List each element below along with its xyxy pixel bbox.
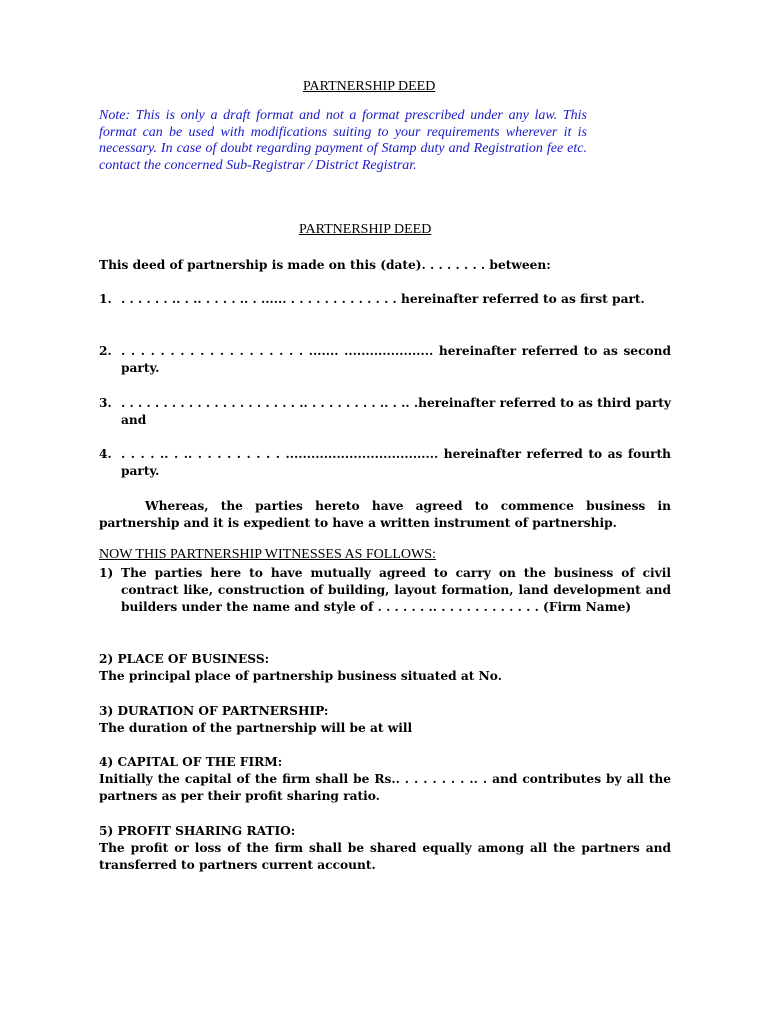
clause-3-text: The duration of the partnership will be at will — [99, 721, 413, 735]
party-number: 2. — [99, 344, 112, 358]
party-3 — [99, 395, 671, 429]
clause-5-heading: 5) PROFIT SHARING RATIO: — [99, 824, 296, 838]
whereas-paragraph: Whereas, the parties hereto have agreed to commence business in partnership and it is expedient to have a written instrument of partnership. — [99, 499, 671, 530]
clause-2-text: The principal place of partnership business situated at No. — [99, 669, 502, 683]
party-4 — [99, 446, 671, 480]
document-title-top: PARTNERSHIP DEED — [303, 79, 436, 94]
party-text: . . . . .. . .. . . . . . . . . . .................................... hereinafter referred to as fourth party. — [121, 447, 671, 478]
party-1 — [99, 291, 671, 308]
witnesses-heading: NOW THIS PARTNERSHIP WITNESSES AS FOLLOWS: — [99, 547, 436, 562]
draft-note: Note: This is only a draft format and not a format prescribed under any law. This format can be used with modifications suiting to your requirements wherever it is necessary. In case of doubt regarding payment of Stamp duty and Registration fee etc. contact the concerned Sub-Registrar / District Registrar. — [99, 108, 587, 174]
clause-number: 1) — [99, 566, 114, 580]
document-title-main: PARTNERSHIP DEED — [299, 222, 432, 237]
party-text: . . . . . . .. . .. . . . . .. . ...... . . . . . . . . . . . . . hereinafter referred to as first part. — [121, 292, 645, 306]
clause-1 — [99, 565, 671, 616]
clause-4-heading: 4) CAPITAL OF THE FIRM: — [99, 755, 283, 769]
clause-2-heading: 2) PLACE OF BUSINESS: — [99, 652, 270, 666]
party-number: 1. — [99, 292, 112, 306]
clause-4-text: Initially the capital of the firm shall be Rs.. . . . . . . . .. . and contributes by all the partners as per their profit sharing ratio. — [99, 772, 671, 803]
party-text: . . . . . . . . . . . . . . . . . . . ....... ..................... hereinafter referred to as second party. — [121, 344, 671, 375]
party-text: . . . . . . . . . . . . . . . . . . . . . .. . . . . . . . . .. . .. .hereinafter referred to as third party and — [121, 396, 671, 427]
party-2 — [99, 343, 671, 377]
party-number: 4. — [99, 447, 112, 461]
clause-3-heading: 3) DURATION OF PARTNERSHIP: — [99, 704, 329, 718]
intro-line: This deed of partnership is made on this (date). . . . . . . . between: — [99, 258, 551, 272]
clause-text: The parties here to have mutually agreed to carry on the business of civil contract like, construction of building, layout formation, land development and builders under the name and style of . . . . . . .. . . . . . . . . . . . . (Firm Name) — [121, 566, 671, 614]
clause-5-text: The profit or loss of the firm shall be shared equally among all the partners and transferred to partners current account. — [99, 841, 671, 872]
party-number: 3. — [99, 396, 112, 410]
